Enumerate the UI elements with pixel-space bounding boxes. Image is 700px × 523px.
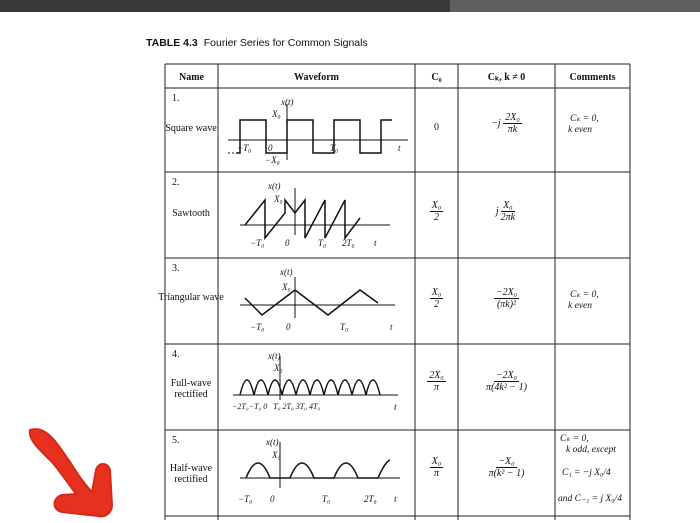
table-label: TABLE 4.3: [146, 37, 198, 49]
period2-label: 2T₀: [342, 238, 355, 248]
ck-denominator: π(k² − 1): [488, 468, 525, 479]
c0-numerator: X₀: [431, 287, 442, 298]
c0-denominator: π: [433, 468, 439, 479]
zero-label: 0: [270, 494, 275, 504]
period-label: T₀: [340, 322, 349, 332]
square-wave-plot: [228, 104, 408, 160]
header-ck: Cₖ, k ≠ 0: [487, 72, 526, 83]
row-name: Square wave: [165, 123, 217, 134]
time-label: t: [394, 494, 397, 504]
ck-value: [458, 200, 555, 223]
axis-label: x(t): [281, 97, 294, 107]
row-number: 4.: [172, 349, 180, 360]
ck-denominator: 2πk: [500, 212, 516, 223]
neg-period-label: −T₀: [250, 322, 265, 332]
ck-prefix: −j: [491, 117, 501, 129]
header-c0: C₀: [431, 72, 442, 83]
period-label: T₀: [330, 143, 339, 153]
time-label: t: [374, 238, 377, 248]
neg-period-label: −T₀: [237, 143, 252, 153]
neg-period-label: −T₀: [250, 238, 265, 248]
table-title: Fourier Series for Common Signals: [203, 37, 368, 49]
comment-line3: C₁ = −j X₀/4: [562, 468, 611, 478]
ck-numerator: X₀: [503, 200, 513, 211]
neg-level-label: −X₀: [265, 155, 280, 165]
comment-line1: Cₖ = 0,: [570, 290, 599, 300]
comment-line2: k even: [568, 301, 592, 311]
period2-label: 2T₀: [364, 494, 377, 504]
sawtooth-plot: [240, 188, 390, 238]
red-arrow-annotation: [30, 429, 112, 516]
level-label: X₀: [272, 450, 281, 460]
row-name: Sawtooth: [172, 208, 210, 219]
period-label: T₀: [322, 494, 331, 504]
row-name: Half-wave rectified: [169, 463, 213, 485]
level-label: X₀: [274, 363, 283, 373]
row-number: 5.: [172, 435, 180, 446]
level-label: X₀: [274, 194, 283, 204]
axis-label: x(t): [266, 437, 279, 447]
row-number: 3.: [172, 263, 180, 274]
comment-line2: k even: [568, 125, 592, 135]
c0-numerator: X₀: [431, 200, 442, 211]
tick-labels: −2T₀−T₀ 0 T₀ 2T₀ 3T₀ 4T₀: [232, 402, 321, 411]
ck-numerator: −X₀: [498, 456, 515, 467]
ck-numerator: −2X₀: [495, 370, 518, 381]
c0-denominator: 2: [434, 299, 439, 310]
ck-value: [458, 456, 555, 479]
ck-denominator: π(4k² − 1): [486, 382, 527, 393]
c0-numerator: X₀: [431, 456, 442, 467]
zero-label: 0: [286, 322, 291, 332]
comment-line4: and C₋₁ = j X₀/4: [558, 494, 622, 504]
axis-label: x(t): [280, 267, 293, 277]
ck-value: [458, 370, 555, 393]
time-label: t: [390, 322, 393, 332]
c0-value: 0: [434, 122, 439, 133]
ck-numerator: 2X₀: [505, 112, 520, 123]
zero-label: 0: [285, 238, 290, 248]
c0-denominator: 2: [434, 212, 439, 223]
ck-value: [458, 112, 555, 135]
ck-numerator: −2X₀: [495, 287, 518, 298]
ck-value: [458, 287, 555, 310]
c0-value: [415, 287, 458, 310]
c0-value: [415, 370, 458, 393]
axis-label: x(t): [268, 181, 281, 191]
comment-line1: Cₖ = 0,: [570, 114, 599, 124]
comment-line2: k odd, except: [566, 445, 616, 455]
level-label: X₀: [272, 109, 281, 119]
comment-line1: Cₖ = 0,: [560, 434, 589, 444]
row-name: Full-wave rectified: [170, 378, 212, 400]
header-name: Name: [179, 72, 204, 83]
time-label: t: [394, 402, 397, 412]
time-label: t: [398, 143, 401, 153]
zero-label: 0: [268, 143, 273, 153]
ck-denominator: πk: [507, 124, 518, 135]
row-number: 1.: [172, 93, 180, 104]
period-label: T₀: [318, 238, 327, 248]
ck-prefix: j: [495, 205, 499, 217]
c0-denominator: π: [433, 382, 439, 393]
header-comments: Comments: [569, 72, 616, 83]
triangular-plot: [240, 277, 395, 318]
c0-numerator: 2X₀: [429, 370, 444, 381]
c0-value: [415, 456, 458, 479]
ck-denominator: (πk)²: [496, 299, 517, 310]
row-name: Triangular wave: [158, 292, 224, 303]
level-label: X₀: [282, 282, 291, 292]
full-wave-plot: [233, 356, 398, 400]
c0-value: [415, 200, 458, 223]
row-number: 2.: [172, 177, 180, 188]
header-waveform: Waveform: [294, 72, 339, 83]
half-wave-plot: [240, 442, 400, 488]
neg-period-label: −T₀: [238, 494, 253, 504]
axis-label: x(t): [268, 351, 281, 361]
